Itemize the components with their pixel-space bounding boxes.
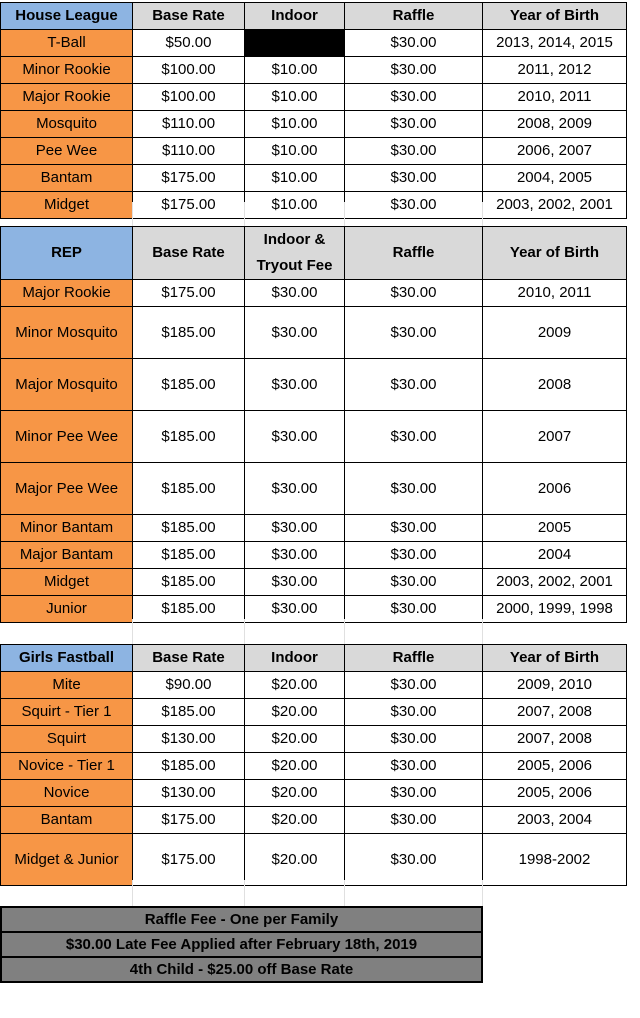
table-row (1, 753, 627, 780)
rep-title: REP (1, 227, 133, 280)
raffle-fee: $30.00 (345, 138, 483, 165)
indoor-fee: $30.00 (245, 463, 345, 515)
girls-fastball-table (0, 644, 627, 886)
base-rate: $185.00 (133, 359, 245, 411)
rep-table (0, 226, 627, 623)
table-row (1, 515, 627, 542)
base-rate: $175.00 (133, 165, 245, 192)
late-fee-note: $30.00 Late Fee Applied after February 18th, 2019 (1, 932, 482, 957)
spacer-row (0, 202, 626, 226)
girls-fastball-title: Girls Fastball (1, 645, 133, 672)
base-rate: $185.00 (133, 569, 245, 596)
table-row (1, 307, 627, 359)
birth-years: 2007, 2008 (483, 699, 627, 726)
division-name: Minor Rookie (1, 57, 133, 84)
division-name: Major Rookie (1, 280, 133, 307)
indoor-fee: $30.00 (245, 515, 345, 542)
birth-years: 2008, 2009 (483, 111, 627, 138)
raffle-fee: $30.00 (345, 596, 483, 623)
base-rate-header: Base Rate (133, 645, 245, 672)
birth-years: 1998-2002 (483, 834, 627, 886)
birth-years: 2007 (483, 411, 627, 463)
base-rate: $185.00 (133, 515, 245, 542)
raffle-fee: $30.00 (345, 111, 483, 138)
birth-years: 2009, 2010 (483, 672, 627, 699)
birth-years: 2006, 2007 (483, 138, 627, 165)
birth-years: 2010, 2011 (483, 280, 627, 307)
raffle-fee: $30.00 (345, 411, 483, 463)
table-row (1, 138, 627, 165)
spacer-row (0, 880, 626, 906)
indoor-fee: $30.00 (245, 307, 345, 359)
table-row (1, 463, 627, 515)
division-name: Mosquito (1, 111, 133, 138)
table-row (1, 57, 627, 84)
division-name: T-Ball (1, 30, 133, 57)
division-name: Major Mosquito (1, 359, 133, 411)
division-name: Junior (1, 596, 133, 623)
division-name: Bantam (1, 165, 133, 192)
girls-fastball-header-row (1, 645, 627, 672)
indoor-fee: $20.00 (245, 753, 345, 780)
table-row (1, 672, 627, 699)
indoor-fee: $20.00 (245, 672, 345, 699)
birth-years: 2010, 2011 (483, 84, 627, 111)
birth-years: 2011, 2012 (483, 57, 627, 84)
division-name: Major Pee Wee (1, 463, 133, 515)
division-name: Midget & Junior (1, 834, 133, 886)
base-rate: $185.00 (133, 463, 245, 515)
base-rate: $175.00 (133, 280, 245, 307)
base-rate: $175.00 (133, 807, 245, 834)
birth-years: 2003, 2004 (483, 807, 627, 834)
division-name: Bantam (1, 807, 133, 834)
indoor-tryout-header: Indoor & Tryout Fee (245, 227, 345, 280)
indoor-header: Indoor (245, 645, 345, 672)
base-rate: $130.00 (133, 726, 245, 753)
table-row (1, 84, 627, 111)
table-row (1, 699, 627, 726)
birth-years: 2013, 2014, 2015 (483, 30, 627, 57)
table-row (1, 111, 627, 138)
division-name: Major Bantam (1, 542, 133, 569)
division-name: Midget (1, 192, 133, 219)
base-rate: $185.00 (133, 596, 245, 623)
base-rate: $100.00 (133, 84, 245, 111)
indoor-fee: $10.00 (245, 111, 345, 138)
indoor-fee: $30.00 (245, 596, 345, 623)
raffle-fee: $30.00 (345, 280, 483, 307)
raffle-fee: $30.00 (345, 192, 483, 219)
raffle-fee: $30.00 (345, 30, 483, 57)
birth-years: 2008 (483, 359, 627, 411)
raffle-fee: $30.00 (345, 834, 483, 886)
base-rate: $50.00 (133, 30, 245, 57)
birth-years: 2003, 2002, 2001 (483, 569, 627, 596)
year-of-birth-header: Year of Birth (483, 645, 627, 672)
fourth-child-note: 4th Child - $25.00 off Base Rate (1, 957, 482, 982)
birth-years: 2003, 2002, 2001 (483, 192, 627, 219)
table-row (1, 780, 627, 807)
indoor-fee: $20.00 (245, 780, 345, 807)
indoor-fee-blank (245, 30, 345, 57)
raffle-fee: $30.00 (345, 359, 483, 411)
division-name: Novice (1, 780, 133, 807)
division-name: Midget (1, 569, 133, 596)
indoor-fee: $20.00 (245, 699, 345, 726)
division-name: Minor Bantam (1, 515, 133, 542)
base-rate: $185.00 (133, 307, 245, 359)
indoor-fee: $10.00 (245, 84, 345, 111)
year-of-birth-header: Year of Birth (483, 227, 627, 280)
spacer-row (0, 619, 626, 644)
raffle-fee: $30.00 (345, 569, 483, 596)
indoor-fee: $30.00 (245, 411, 345, 463)
raffle-note: Raffle Fee - One per Family (1, 907, 482, 932)
indoor-header: Indoor (245, 3, 345, 30)
raffle-fee: $30.00 (345, 463, 483, 515)
birth-years: 2000, 1999, 1998 (483, 596, 627, 623)
raffle-header: Raffle (345, 645, 483, 672)
birth-years: 2004, 2005 (483, 165, 627, 192)
indoor-fee: $10.00 (245, 192, 345, 219)
base-rate: $100.00 (133, 57, 245, 84)
birth-years: 2005, 2006 (483, 780, 627, 807)
rep-header-row (1, 227, 627, 280)
table-row (1, 834, 627, 886)
base-rate: $175.00 (133, 834, 245, 886)
division-name: Mite (1, 672, 133, 699)
indoor-fee: $30.00 (245, 280, 345, 307)
table-row (1, 569, 627, 596)
base-rate: $185.00 (133, 411, 245, 463)
division-name: Minor Pee Wee (1, 411, 133, 463)
table-row (1, 542, 627, 569)
raffle-fee: $30.00 (345, 542, 483, 569)
indoor-fee: $10.00 (245, 165, 345, 192)
raffle-fee: $30.00 (345, 807, 483, 834)
raffle-fee: $30.00 (345, 165, 483, 192)
base-rate: $185.00 (133, 753, 245, 780)
base-rate-header: Base Rate (133, 3, 245, 30)
indoor-fee: $20.00 (245, 726, 345, 753)
base-rate: $90.00 (133, 672, 245, 699)
indoor-fee: $20.00 (245, 807, 345, 834)
raffle-header: Raffle (345, 227, 483, 280)
birth-years: 2005 (483, 515, 627, 542)
indoor-fee: $30.00 (245, 542, 345, 569)
base-rate: $185.00 (133, 542, 245, 569)
base-rate: $110.00 (133, 138, 245, 165)
base-rate: $185.00 (133, 699, 245, 726)
birth-years: 2005, 2006 (483, 753, 627, 780)
table-row (1, 280, 627, 307)
raffle-fee: $30.00 (345, 672, 483, 699)
raffle-fee: $30.00 (345, 307, 483, 359)
raffle-fee: $30.00 (345, 515, 483, 542)
base-rate: $175.00 (133, 192, 245, 219)
indoor-fee: $10.00 (245, 138, 345, 165)
raffle-fee: $30.00 (345, 57, 483, 84)
raffle-fee: $30.00 (345, 753, 483, 780)
indoor-fee: $10.00 (245, 57, 345, 84)
division-name: Novice - Tier 1 (1, 753, 133, 780)
table-row (1, 359, 627, 411)
table-row (1, 165, 627, 192)
raffle-header: Raffle (345, 3, 483, 30)
birth-years: 2009 (483, 307, 627, 359)
raffle-fee: $30.00 (345, 84, 483, 111)
table-row (1, 726, 627, 753)
base-rate-header: Base Rate (133, 227, 245, 280)
division-name: Pee Wee (1, 138, 133, 165)
raffle-fee: $30.00 (345, 726, 483, 753)
year-of-birth-header: Year of Birth (483, 3, 627, 30)
division-name: Major Rookie (1, 84, 133, 111)
birth-years: 2007, 2008 (483, 726, 627, 753)
table-row (1, 411, 627, 463)
base-rate: $130.00 (133, 780, 245, 807)
base-rate: $110.00 (133, 111, 245, 138)
fee-notes-table (0, 906, 483, 983)
birth-years: 2006 (483, 463, 627, 515)
indoor-fee: $30.00 (245, 569, 345, 596)
raffle-fee: $30.00 (345, 699, 483, 726)
house-league-table (0, 2, 627, 219)
table-row (1, 30, 627, 57)
house-league-header-row (1, 3, 627, 30)
table-row (1, 807, 627, 834)
indoor-fee: $20.00 (245, 834, 345, 886)
raffle-fee: $30.00 (345, 780, 483, 807)
house-league-title: House League (1, 3, 133, 30)
division-name: Squirt - Tier 1 (1, 699, 133, 726)
division-name: Squirt (1, 726, 133, 753)
indoor-fee: $30.00 (245, 359, 345, 411)
birth-years: 2004 (483, 542, 627, 569)
division-name: Minor Mosquito (1, 307, 133, 359)
